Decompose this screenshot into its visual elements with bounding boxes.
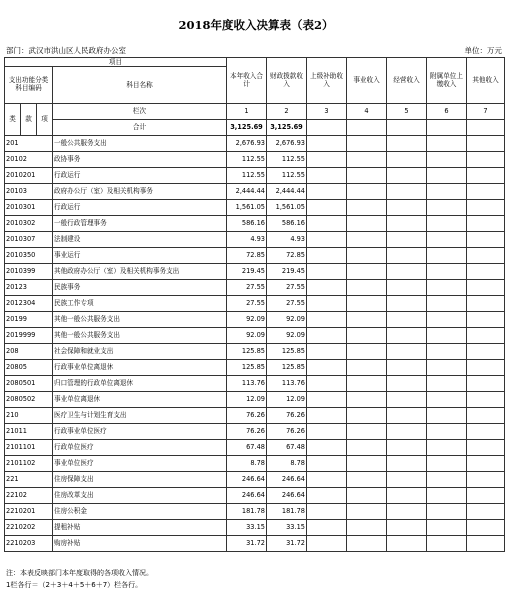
- row-empty-cell: [467, 424, 505, 440]
- row-c2: 2,444.44: [267, 184, 307, 200]
- row-c1: 219.45: [227, 264, 267, 280]
- row-empty-cell: [387, 184, 427, 200]
- row-empty-cell: [467, 504, 505, 520]
- row-empty-cell: [467, 232, 505, 248]
- row-empty-cell: [307, 472, 347, 488]
- table-row: [5, 456, 505, 472]
- row-empty-cell: [307, 216, 347, 232]
- header-col-7: 其他收入: [467, 58, 505, 104]
- row-empty-cell: [387, 232, 427, 248]
- row-name: 住房改革支出: [53, 488, 227, 504]
- row-empty-cell: [467, 360, 505, 376]
- row-empty-cell: [307, 392, 347, 408]
- col-index-3: 3: [307, 104, 347, 120]
- row-empty-cell: [387, 200, 427, 216]
- row-empty-cell: [387, 376, 427, 392]
- table-row: [5, 200, 505, 216]
- row-c2: 125.85: [267, 360, 307, 376]
- income-table: [4, 57, 505, 552]
- row-empty-cell: [387, 504, 427, 520]
- row-empty-cell: [387, 472, 427, 488]
- row-code: 20123: [5, 280, 53, 296]
- row-code: 20102: [5, 152, 53, 168]
- row-empty-cell: [307, 440, 347, 456]
- row-empty-cell: [307, 248, 347, 264]
- row-empty-cell: [347, 472, 387, 488]
- row-code: 2010201: [5, 168, 53, 184]
- note-line: 1栏各行＝（2＋3＋4＋5＋6＋7）栏各行。: [6, 581, 143, 589]
- table-row: [5, 152, 505, 168]
- row-empty-cell: [307, 200, 347, 216]
- table-row: [5, 408, 505, 424]
- row-empty-cell: [427, 152, 467, 168]
- row-empty-cell: [467, 200, 505, 216]
- row-code: 2019999: [5, 328, 53, 344]
- col-index-7: 7: [467, 104, 505, 120]
- row-empty-cell: [307, 376, 347, 392]
- row-empty-cell: [427, 200, 467, 216]
- row-c2: 92.09: [267, 328, 307, 344]
- row-empty-cell: [427, 184, 467, 200]
- row-c2: 2,676.93: [267, 136, 307, 152]
- row-code: 2010302: [5, 216, 53, 232]
- table-row: [5, 184, 505, 200]
- table-row: [5, 360, 505, 376]
- row-empty-cell: [347, 184, 387, 200]
- row-c2: 27.55: [267, 280, 307, 296]
- row-empty-cell: [427, 488, 467, 504]
- row-c2: 76.26: [267, 424, 307, 440]
- row-c1: 4.93: [227, 232, 267, 248]
- header-project: 项目: [5, 58, 227, 67]
- row-code: 22102: [5, 488, 53, 504]
- table-row: [5, 344, 505, 360]
- row-empty-cell: [427, 312, 467, 328]
- row-empty-cell: [307, 168, 347, 184]
- row-empty-cell: [347, 168, 387, 184]
- row-empty-cell: [347, 440, 387, 456]
- row-name: 其他政府办公厅（室）及相关机构事务支出: [53, 264, 227, 280]
- row-name: 民族工作专项: [53, 296, 227, 312]
- row-empty-cell: [387, 408, 427, 424]
- row-c1: 246.64: [227, 472, 267, 488]
- row-empty-cell: [387, 360, 427, 376]
- row-name: 购房补贴: [53, 536, 227, 552]
- row-empty-cell: [347, 408, 387, 424]
- row-empty-cell: [427, 344, 467, 360]
- row-empty-cell: [427, 328, 467, 344]
- row-empty-cell: [427, 232, 467, 248]
- row-empty-cell: [307, 456, 347, 472]
- row-name: 民族事务: [53, 280, 227, 296]
- row-empty-cell: [387, 264, 427, 280]
- row-name: 其他一般公共服务支出: [53, 312, 227, 328]
- row-empty-cell: [307, 488, 347, 504]
- row-name: 法制建设: [53, 232, 227, 248]
- row-empty-cell: [467, 328, 505, 344]
- row-c1: 2,444.44: [227, 184, 267, 200]
- row-empty-cell: [387, 328, 427, 344]
- row-empty-cell: [387, 424, 427, 440]
- table-row: [5, 424, 505, 440]
- header-name-label: 科目名称: [53, 67, 227, 104]
- header-code-label: 支出功能分类科目编码: [5, 67, 53, 104]
- table-row: [5, 264, 505, 280]
- row-empty-cell: [427, 376, 467, 392]
- row-code: 21011: [5, 424, 53, 440]
- row-c1: 27.55: [227, 296, 267, 312]
- row-empty-cell: [467, 168, 505, 184]
- row-c2: 76.26: [267, 408, 307, 424]
- row-empty-cell: [347, 424, 387, 440]
- row-empty-cell: [347, 488, 387, 504]
- row-empty-cell: [467, 296, 505, 312]
- row-empty-cell: [347, 264, 387, 280]
- row-c2: 586.16: [267, 216, 307, 232]
- row-empty-cell: [307, 536, 347, 552]
- row-empty-cell: [307, 504, 347, 520]
- row-empty-cell: [427, 472, 467, 488]
- row-c1: 67.48: [227, 440, 267, 456]
- row-c1: 76.26: [227, 408, 267, 424]
- row-name: 一般公共服务支出: [53, 136, 227, 152]
- row-empty-cell: [387, 296, 427, 312]
- row-name: 社会保障和就业支出: [53, 344, 227, 360]
- row-empty-cell: [387, 216, 427, 232]
- row-empty-cell: [427, 360, 467, 376]
- row-c2: 92.09: [267, 312, 307, 328]
- col-index-5: 5: [387, 104, 427, 120]
- row-name: 行政事业单位医疗: [53, 424, 227, 440]
- row-c1: 8.78: [227, 456, 267, 472]
- row-empty-cell: [307, 520, 347, 536]
- row-name: 住房保障支出: [53, 472, 227, 488]
- row-c1: 76.26: [227, 424, 267, 440]
- row-c1: 72.85: [227, 248, 267, 264]
- row-c2: 181.78: [267, 504, 307, 520]
- header-kuan: 款: [21, 104, 37, 136]
- table-row: [5, 536, 505, 552]
- row-empty-cell: [467, 312, 505, 328]
- row-code: 210: [5, 408, 53, 424]
- row-empty-cell: [387, 440, 427, 456]
- col-index-1: 1: [227, 104, 267, 120]
- table-row: [5, 232, 505, 248]
- row-name: 事业运行: [53, 248, 227, 264]
- row-empty-cell: [387, 488, 427, 504]
- row-c1: 92.09: [227, 312, 267, 328]
- row-name: 医疗卫生与计划生育支出: [53, 408, 227, 424]
- row-name: 政府办公厅（室）及相关机构事务: [53, 184, 227, 200]
- row-c2: 33.15: [267, 520, 307, 536]
- table-row: [5, 472, 505, 488]
- row-c1: 2,676.93: [227, 136, 267, 152]
- header-col-1: 本年收入合计: [227, 58, 267, 104]
- row-c1: 586.16: [227, 216, 267, 232]
- row-empty-cell: [467, 392, 505, 408]
- row-empty-cell: [427, 280, 467, 296]
- header-col-2: 财政拨款收入: [267, 58, 307, 104]
- row-empty-cell: [347, 456, 387, 472]
- row-empty-cell: [467, 248, 505, 264]
- row-code: 221: [5, 472, 53, 488]
- row-empty-cell: [467, 520, 505, 536]
- row-empty-cell: [427, 136, 467, 152]
- row-empty-cell: [467, 152, 505, 168]
- table-row: [5, 312, 505, 328]
- row-empty-cell: [347, 296, 387, 312]
- row-empty-cell: [347, 232, 387, 248]
- row-empty-cell: [307, 296, 347, 312]
- row-c2: 125.85: [267, 344, 307, 360]
- col-index-6: 6: [427, 104, 467, 120]
- row-c1: 31.72: [227, 536, 267, 552]
- row-c1: 112.55: [227, 168, 267, 184]
- row-empty-cell: [307, 184, 347, 200]
- table-row: [5, 392, 505, 408]
- row-code: 20199: [5, 312, 53, 328]
- row-code: 208: [5, 344, 53, 360]
- notes: [6, 567, 153, 591]
- row-code: 2012304: [5, 296, 53, 312]
- row-c2: 12.09: [267, 392, 307, 408]
- row-empty-cell: [347, 504, 387, 520]
- row-c1: 12.09: [227, 392, 267, 408]
- table-row: [5, 296, 505, 312]
- row-c2: 112.55: [267, 168, 307, 184]
- col-index-2: 2: [267, 104, 307, 120]
- row-c2: 1,561.05: [267, 200, 307, 216]
- row-empty-cell: [467, 264, 505, 280]
- table-row: [5, 168, 505, 184]
- row-c2: 246.64: [267, 488, 307, 504]
- row-empty-cell: [387, 536, 427, 552]
- row-code: 2080502: [5, 392, 53, 408]
- row-code: 2010399: [5, 264, 53, 280]
- row-name: 事业单位医疗: [53, 456, 227, 472]
- row-empty-cell: [307, 152, 347, 168]
- row-c1: 112.55: [227, 152, 267, 168]
- row-empty-cell: [387, 248, 427, 264]
- row-empty-cell: [427, 440, 467, 456]
- header-col-4: 事业收入: [347, 58, 387, 104]
- row-empty-cell: [387, 136, 427, 152]
- row-code: 2010350: [5, 248, 53, 264]
- row-code: 20103: [5, 184, 53, 200]
- row-name: 住房公积金: [53, 504, 227, 520]
- table-body: [5, 136, 505, 552]
- row-c2: 67.48: [267, 440, 307, 456]
- unit-label: 单位：万元: [464, 46, 502, 55]
- row-name: 归口管理的行政单位离退休: [53, 376, 227, 392]
- row-code: 2101101: [5, 440, 53, 456]
- row-empty-cell: [427, 296, 467, 312]
- row-empty-cell: [307, 312, 347, 328]
- row-empty-cell: [387, 520, 427, 536]
- table-row: [5, 440, 505, 456]
- row-empty-cell: [427, 536, 467, 552]
- row-c2: 219.45: [267, 264, 307, 280]
- row-code: 20805: [5, 360, 53, 376]
- row-empty-cell: [347, 328, 387, 344]
- row-c2: 113.76: [267, 376, 307, 392]
- row-empty-cell: [307, 424, 347, 440]
- row-c1: 113.76: [227, 376, 267, 392]
- row-empty-cell: [467, 440, 505, 456]
- header-col-5: 经营收入: [387, 58, 427, 104]
- header-col-6: 附属单位上缴收入: [427, 58, 467, 104]
- row-empty-cell: [307, 136, 347, 152]
- row-empty-cell: [467, 536, 505, 552]
- row-empty-cell: [307, 328, 347, 344]
- row-c1: 246.64: [227, 488, 267, 504]
- note-line: 注：本表反映部门本年度取得的各项收入情况。: [6, 569, 153, 577]
- row-c1: 27.55: [227, 280, 267, 296]
- row-empty-cell: [347, 200, 387, 216]
- table-row: [5, 504, 505, 520]
- table-row: [5, 248, 505, 264]
- row-empty-cell: [307, 408, 347, 424]
- row-empty-cell: [427, 424, 467, 440]
- total-c1: 3,125.69: [227, 120, 267, 136]
- row-empty-cell: [347, 152, 387, 168]
- row-empty-cell: [387, 312, 427, 328]
- row-empty-cell: [427, 392, 467, 408]
- row-name: 行政单位医疗: [53, 440, 227, 456]
- row-empty-cell: [307, 232, 347, 248]
- row-c2: 27.55: [267, 296, 307, 312]
- row-empty-cell: [467, 344, 505, 360]
- row-empty-cell: [347, 136, 387, 152]
- header-lei: 类: [5, 104, 21, 136]
- row-empty-cell: [347, 360, 387, 376]
- table-row: [5, 216, 505, 232]
- row-empty-cell: [467, 488, 505, 504]
- row-empty-cell: [427, 168, 467, 184]
- row-code: 2210202: [5, 520, 53, 536]
- row-empty-cell: [347, 280, 387, 296]
- row-empty-cell: [307, 344, 347, 360]
- row-empty-cell: [347, 344, 387, 360]
- row-empty-cell: [387, 456, 427, 472]
- row-c1: 125.85: [227, 360, 267, 376]
- table-row: [5, 136, 505, 152]
- row-name: 行政运行: [53, 200, 227, 216]
- header-col-index-label: 栏次: [53, 104, 227, 120]
- row-empty-cell: [387, 168, 427, 184]
- row-code: 2210201: [5, 504, 53, 520]
- table-row: [5, 520, 505, 536]
- row-name: 一般行政管理事务: [53, 216, 227, 232]
- row-empty-cell: [427, 504, 467, 520]
- row-c2: 4.93: [267, 232, 307, 248]
- row-c2: 8.78: [267, 456, 307, 472]
- table-row: [5, 488, 505, 504]
- table-row: [5, 328, 505, 344]
- row-code: 2010301: [5, 200, 53, 216]
- row-code: 201: [5, 136, 53, 152]
- row-empty-cell: [427, 520, 467, 536]
- row-name: 提租补贴: [53, 520, 227, 536]
- row-empty-cell: [347, 376, 387, 392]
- row-name: 其他一般公共服务支出: [53, 328, 227, 344]
- row-empty-cell: [427, 248, 467, 264]
- row-empty-cell: [427, 408, 467, 424]
- row-empty-cell: [347, 536, 387, 552]
- row-empty-cell: [307, 280, 347, 296]
- row-empty-cell: [387, 344, 427, 360]
- row-empty-cell: [347, 392, 387, 408]
- total-label: 合计: [53, 120, 227, 136]
- row-empty-cell: [467, 184, 505, 200]
- header-col-3: 上级补助收入: [307, 58, 347, 104]
- row-c1: 92.09: [227, 328, 267, 344]
- col-index-4: 4: [347, 104, 387, 120]
- row-empty-cell: [427, 456, 467, 472]
- row-empty-cell: [387, 280, 427, 296]
- row-c1: 181.78: [227, 504, 267, 520]
- row-code: 2080501: [5, 376, 53, 392]
- row-empty-cell: [347, 216, 387, 232]
- row-empty-cell: [467, 456, 505, 472]
- row-empty-cell: [387, 152, 427, 168]
- row-empty-cell: [467, 472, 505, 488]
- row-c1: 125.85: [227, 344, 267, 360]
- page-title: 2018年度收入决算表（表2）: [178, 18, 334, 32]
- row-c1: 1,561.05: [227, 200, 267, 216]
- row-code: 2101102: [5, 456, 53, 472]
- row-empty-cell: [467, 136, 505, 152]
- row-empty-cell: [467, 216, 505, 232]
- row-code: 2210203: [5, 536, 53, 552]
- row-empty-cell: [347, 248, 387, 264]
- row-empty-cell: [347, 312, 387, 328]
- row-empty-cell: [427, 264, 467, 280]
- row-empty-cell: [307, 264, 347, 280]
- row-empty-cell: [307, 360, 347, 376]
- row-name: 行政事业单位离退休: [53, 360, 227, 376]
- row-empty-cell: [387, 392, 427, 408]
- row-c2: 31.72: [267, 536, 307, 552]
- row-empty-cell: [467, 280, 505, 296]
- row-c2: 112.55: [267, 152, 307, 168]
- header-xiang: 项: [37, 104, 53, 136]
- row-code: 2010307: [5, 232, 53, 248]
- total-c2: 3,125.69: [267, 120, 307, 136]
- row-empty-cell: [467, 408, 505, 424]
- row-empty-cell: [347, 520, 387, 536]
- row-c2: 72.85: [267, 248, 307, 264]
- table-row: [5, 376, 505, 392]
- row-name: 政协事务: [53, 152, 227, 168]
- row-empty-cell: [427, 216, 467, 232]
- row-name: 事业单位离退休: [53, 392, 227, 408]
- row-c1: 33.15: [227, 520, 267, 536]
- row-empty-cell: [467, 376, 505, 392]
- row-c2: 246.64: [267, 472, 307, 488]
- row-name: 行政运行: [53, 168, 227, 184]
- department-label: 部门：武汉市洪山区人民政府办公室: [6, 46, 126, 55]
- table-row: [5, 280, 505, 296]
